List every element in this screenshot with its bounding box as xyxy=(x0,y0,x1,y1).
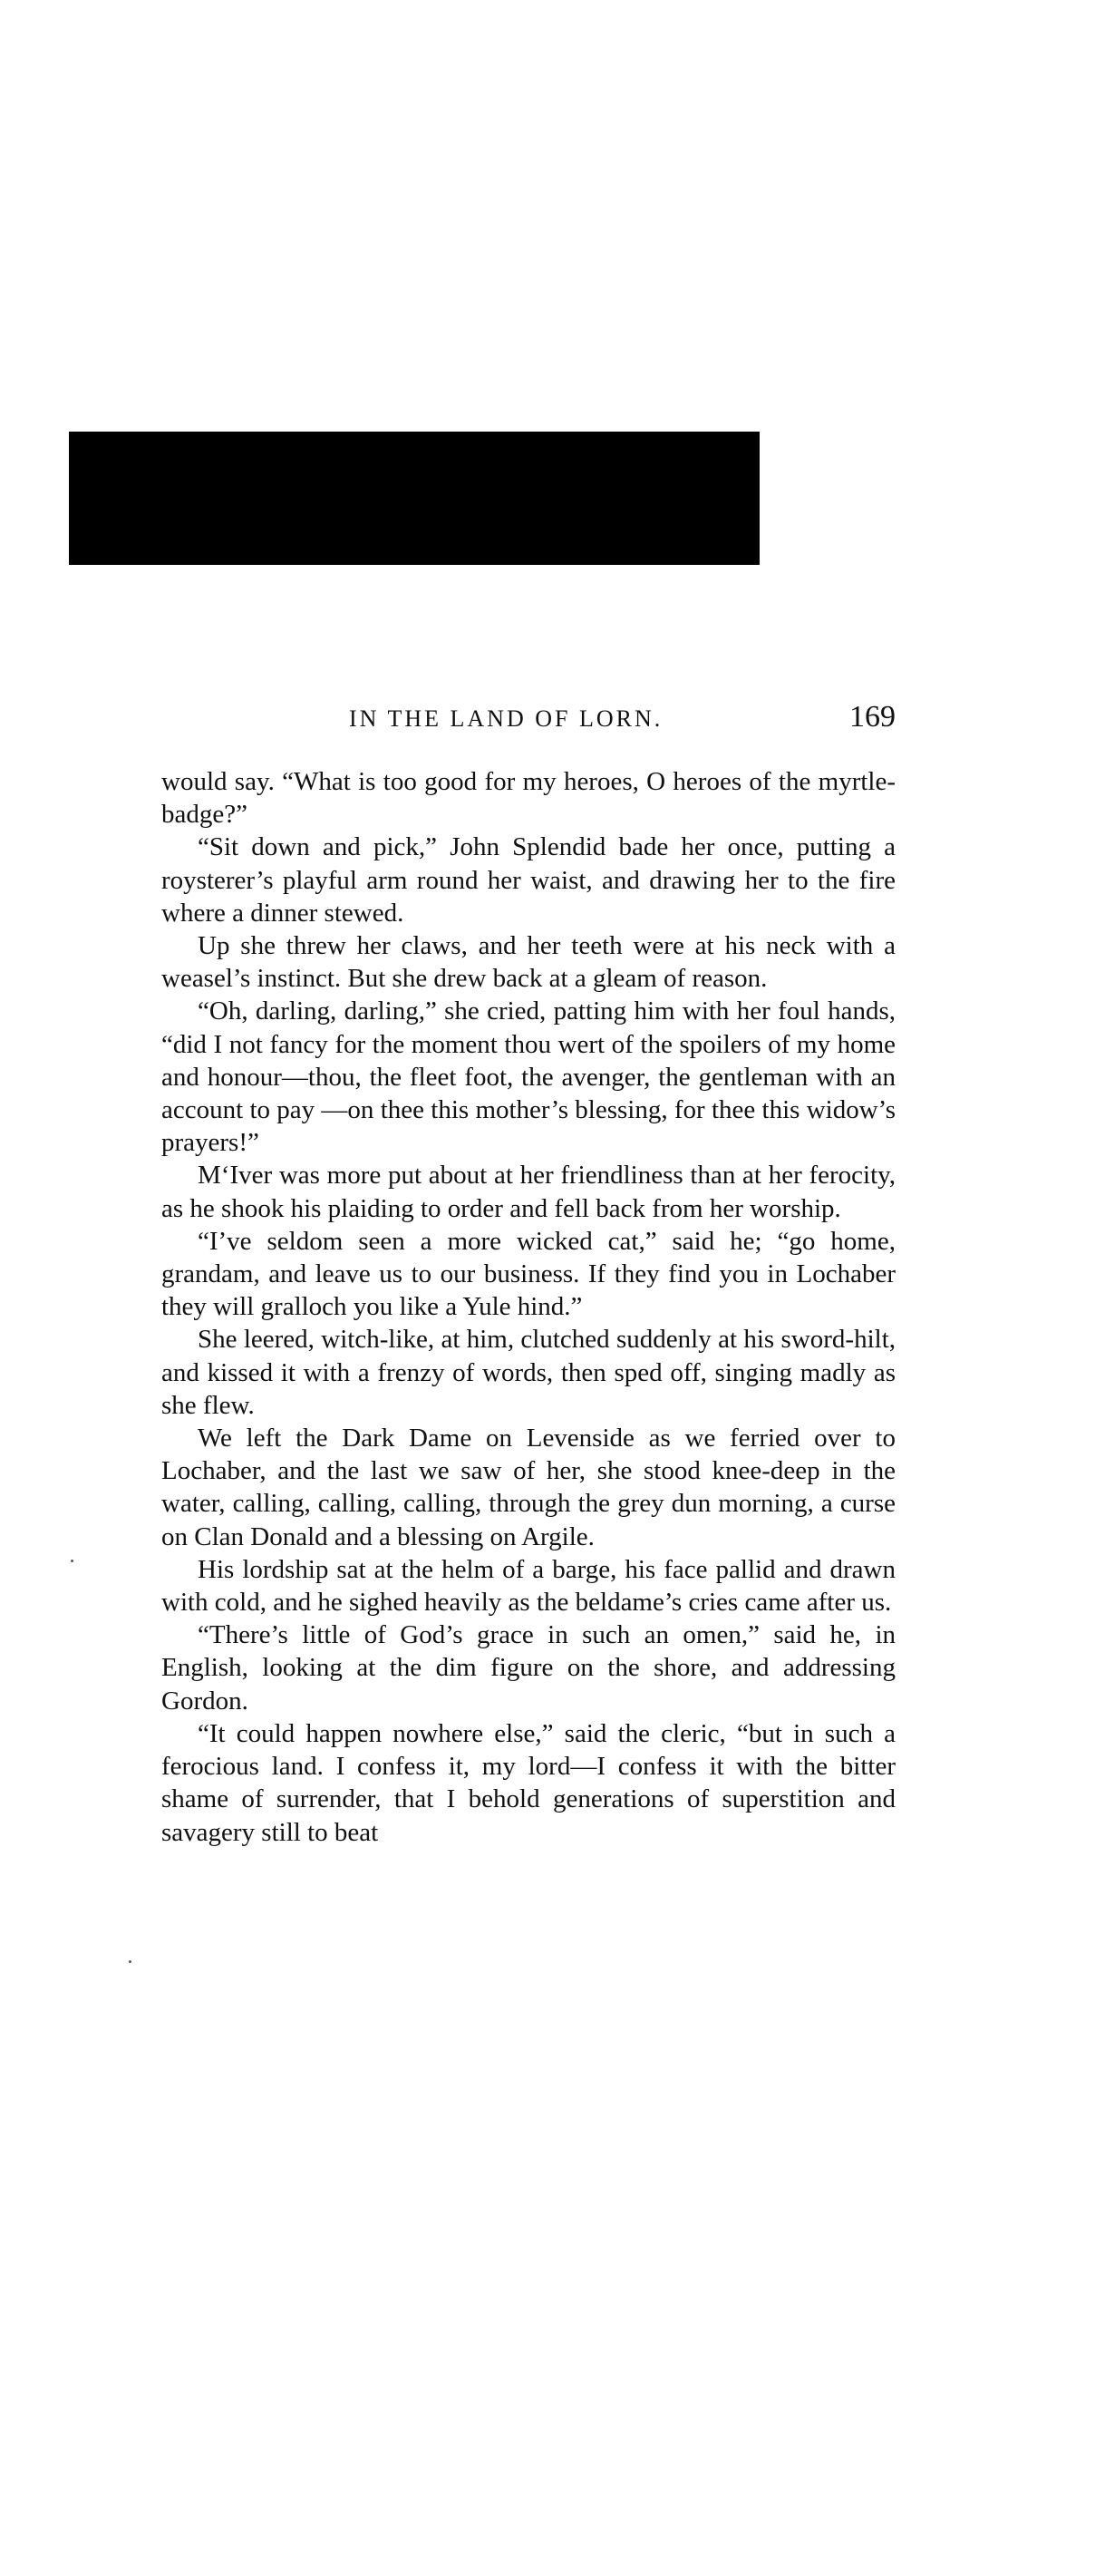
paragraph: “There’s little of God’s grace in such an omen,” said he, in English, looking at the dim figure on the shore, and addressing Gordon. xyxy=(161,1620,896,1716)
paragraph: “Oh, darling, darling,” she cried, patting him with her foul hands, “did I not fancy for the moment thou wert of the spoilers of my home and honour—thou, the fleet foot, the avenger, the gentleman with an account to pay —on thee this mother’s blessing, for thee this widow’s prayers!” xyxy=(161,996,896,1158)
paragraph: M‘Iver was more put about at her friendliness than at her ferocity, as he shook his plaiding to order and fell back from her worship. xyxy=(161,1161,896,1223)
margin-dot xyxy=(129,1960,131,1963)
paragraph: We left the Dark Dame on Levenside as we ferried over to Lochaber, and the last we saw of her, she stood knee-deep in the water, calling, calling, calling, through the grey dun morning, a curse on Clan Donald and a blessing on Argile. xyxy=(161,1424,896,1551)
paragraph: “Sit down and pick,” John Splendid bade her once, putting a roysterer’s playful arm round her waist, and drawing her to the fire where a dinner stewed. xyxy=(161,832,896,928)
redaction-bar xyxy=(69,432,760,565)
paragraph: Up she threw her claws, and her teeth were at his neck with a weasel’s instinct. But she drew back at a gleam of reason. xyxy=(161,931,896,994)
paragraph: “It could happen nowhere else,” said the cleric, “but in such a ferocious land. I confess it, my lord—I confess it with the bitter shame of surrender, that I behold generations of superstition and savagery still to beat xyxy=(161,1718,896,1847)
running-title: IN THE LAND OF LORN. xyxy=(349,705,664,732)
running-head xyxy=(161,700,896,740)
body-text xyxy=(161,765,896,1849)
paragraph: would say. “What is too good for my heroes, O heroes of the myrtle-badge?” xyxy=(161,767,896,830)
paragraph: His lordship sat at the helm of a barge, his face pallid and drawn with cold, and he sighed heavily as the beldame’s cries came after us. xyxy=(161,1554,896,1618)
page-number: 169 xyxy=(849,700,896,734)
margin-dot xyxy=(71,1560,73,1562)
paragraph: “I’ve seldom seen a more wicked cat,” said he; “go home, grandam, and leave us to our business. If they find you in Lochaber they will gralloch you like a Yule hind.” xyxy=(161,1226,896,1322)
paragraph: She leered, witch-like, at him, clutched suddenly at his sword-hilt, and kissed it with a frenzy of words, then sped off, singing madly as she flew. xyxy=(161,1325,896,1420)
